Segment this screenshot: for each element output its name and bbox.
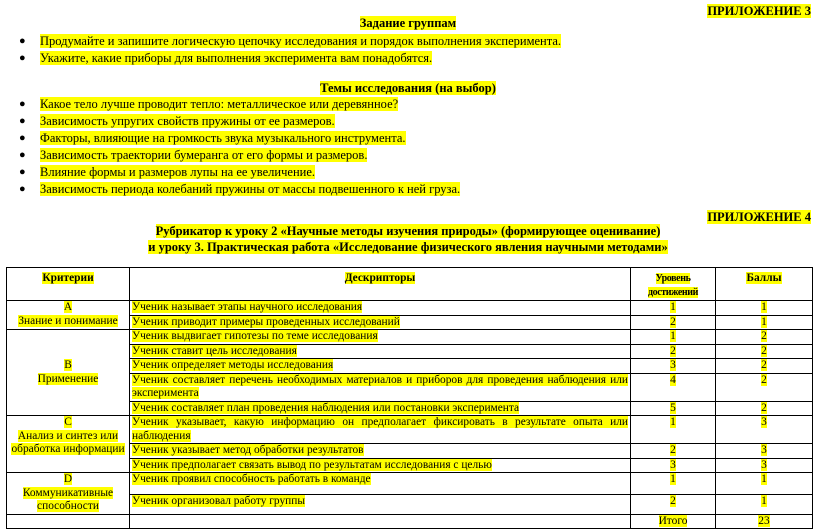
header-score: Баллы — [716, 268, 813, 301]
appendix-4-label: ПРИЛОЖЕНИЕ 4 — [707, 210, 811, 224]
descriptor-cell: Ученик указывает метод обработки результатов — [130, 444, 631, 459]
list-item: ● Зависимость упругих свойств пружины от ее размеров. — [19, 114, 335, 128]
level-cell: 1 — [631, 473, 716, 495]
level-cell: 1 — [631, 330, 716, 345]
table-total-row — [7, 514, 813, 529]
level-cell: 2 — [631, 344, 716, 359]
total-empty-cell — [130, 514, 631, 529]
topics-list — [14, 96, 460, 198]
task-title: Задание группам — [359, 16, 457, 30]
rubric-title-line2: и уроку 3. Практическая работа «Исследование физического явления научными методами» — [148, 240, 668, 254]
header-level: Уровень достижений — [631, 268, 716, 301]
criterion-a: А Знание и понимание — [7, 301, 130, 330]
criterion-c: С Анализ и синтез или обработка информации — [7, 416, 130, 473]
total-value: 23 — [716, 514, 813, 529]
descriptor-cell: Ученик указывает, какую информацию он предполагает фиксировать в результате опыта или наблюдения — [130, 416, 631, 444]
descriptor-cell: Ученик называет этапы научного исследования — [130, 301, 631, 316]
descriptor-cell: Ученик предполагает связать вывод по результатам исследования с целью — [130, 458, 631, 473]
list-item: ● Влияние формы и размеров лупы на ее увеличение. — [19, 165, 315, 179]
list-item: ● Какое тело лучше проводит тепло: металлическое или деревянное? — [19, 97, 399, 111]
descriptor-cell: Ученик составляет перечень необходимых материалов и приборов для проведения наблюдения или эксперимента — [130, 373, 631, 401]
list-item: ● Укажите, какие приборы для выполнения эксперимента вам понадобятся. — [19, 51, 433, 65]
level-cell: 4 — [631, 373, 716, 401]
bullet-icon: ● — [19, 35, 26, 47]
level-cell: 2 — [631, 444, 716, 459]
score-cell: 2 — [716, 373, 813, 401]
score-cell: 1 — [716, 473, 813, 495]
score-cell: 2 — [716, 330, 813, 345]
score-cell: 1 — [716, 315, 813, 330]
bullet-icon: ● — [19, 132, 26, 144]
bullet-icon: ● — [19, 149, 26, 161]
score-cell: 3 — [716, 444, 813, 459]
bullet-icon: ● — [19, 115, 26, 127]
score-cell: 2 — [716, 344, 813, 359]
total-empty-cell — [7, 514, 130, 529]
descriptor-cell: Ученик приводит примеры проведенных исследований — [130, 315, 631, 330]
score-cell: 1 — [716, 301, 813, 316]
bullet-icon: ● — [19, 52, 26, 64]
bullet-icon: ● — [19, 98, 26, 110]
topics-title: Темы исследования (на выбор) — [320, 81, 496, 95]
list-item: ● Зависимость периода колебаний пружины от массы подвешенного к ней груза. — [19, 182, 461, 196]
list-item: ● Продумайте и запишите логическую цепочку исследования и порядок выполнения эксперимента. — [19, 34, 562, 48]
level-cell: 1 — [631, 416, 716, 444]
descriptor-cell: Ученик проявил способность работать в команде — [130, 473, 631, 495]
score-cell: 2 — [716, 359, 813, 374]
score-cell: 3 — [716, 458, 813, 473]
total-label: Итого — [631, 514, 716, 529]
score-cell: 1 — [716, 494, 813, 514]
descriptor-cell: Ученик ставит цель исследования — [130, 344, 631, 359]
table-row — [7, 416, 813, 444]
score-cell: 2 — [716, 401, 813, 416]
bullet-icon: ● — [19, 183, 26, 195]
rubric-title-line1: Рубрикатор к уроку 2 «Научные методы изучения природы» (формирующее оценивание) — [155, 224, 661, 238]
score-cell: 3 — [716, 416, 813, 444]
table-header-row — [7, 268, 813, 301]
table-row — [7, 473, 813, 495]
descriptor-cell: Ученик составляет план проведения наблюдения или постановки эксперимента — [130, 401, 631, 416]
level-cell: 5 — [631, 401, 716, 416]
list-item: ● Зависимость траектории бумеранга от его формы и размеров. — [19, 148, 368, 162]
level-cell: 3 — [631, 359, 716, 374]
level-cell: 1 — [631, 301, 716, 316]
header-descriptors: Дескрипторы — [130, 268, 631, 301]
descriptor-cell: Ученик выдвигает гипотезы по теме исследования — [130, 330, 631, 345]
criterion-b: В Применение — [7, 330, 130, 416]
level-cell: 2 — [631, 315, 716, 330]
criterion-d: D Коммуникативные способности — [7, 473, 130, 515]
level-cell: 2 — [631, 494, 716, 514]
table-row — [7, 330, 813, 345]
header-criteria: Критерии — [7, 268, 130, 301]
task-list — [14, 33, 561, 67]
descriptor-cell: Ученик определяет методы исследования — [130, 359, 631, 374]
rubric-table — [6, 267, 813, 529]
list-item: ● Факторы, влияющие на громкость звука музыкального инструмента. — [19, 131, 406, 145]
bullet-icon: ● — [19, 166, 26, 178]
descriptor-cell: Ученик организовал работу группы — [130, 494, 631, 514]
appendix-3-label: ПРИЛОЖЕНИЕ 3 — [707, 4, 811, 18]
level-cell: 3 — [631, 458, 716, 473]
table-row — [7, 301, 813, 316]
